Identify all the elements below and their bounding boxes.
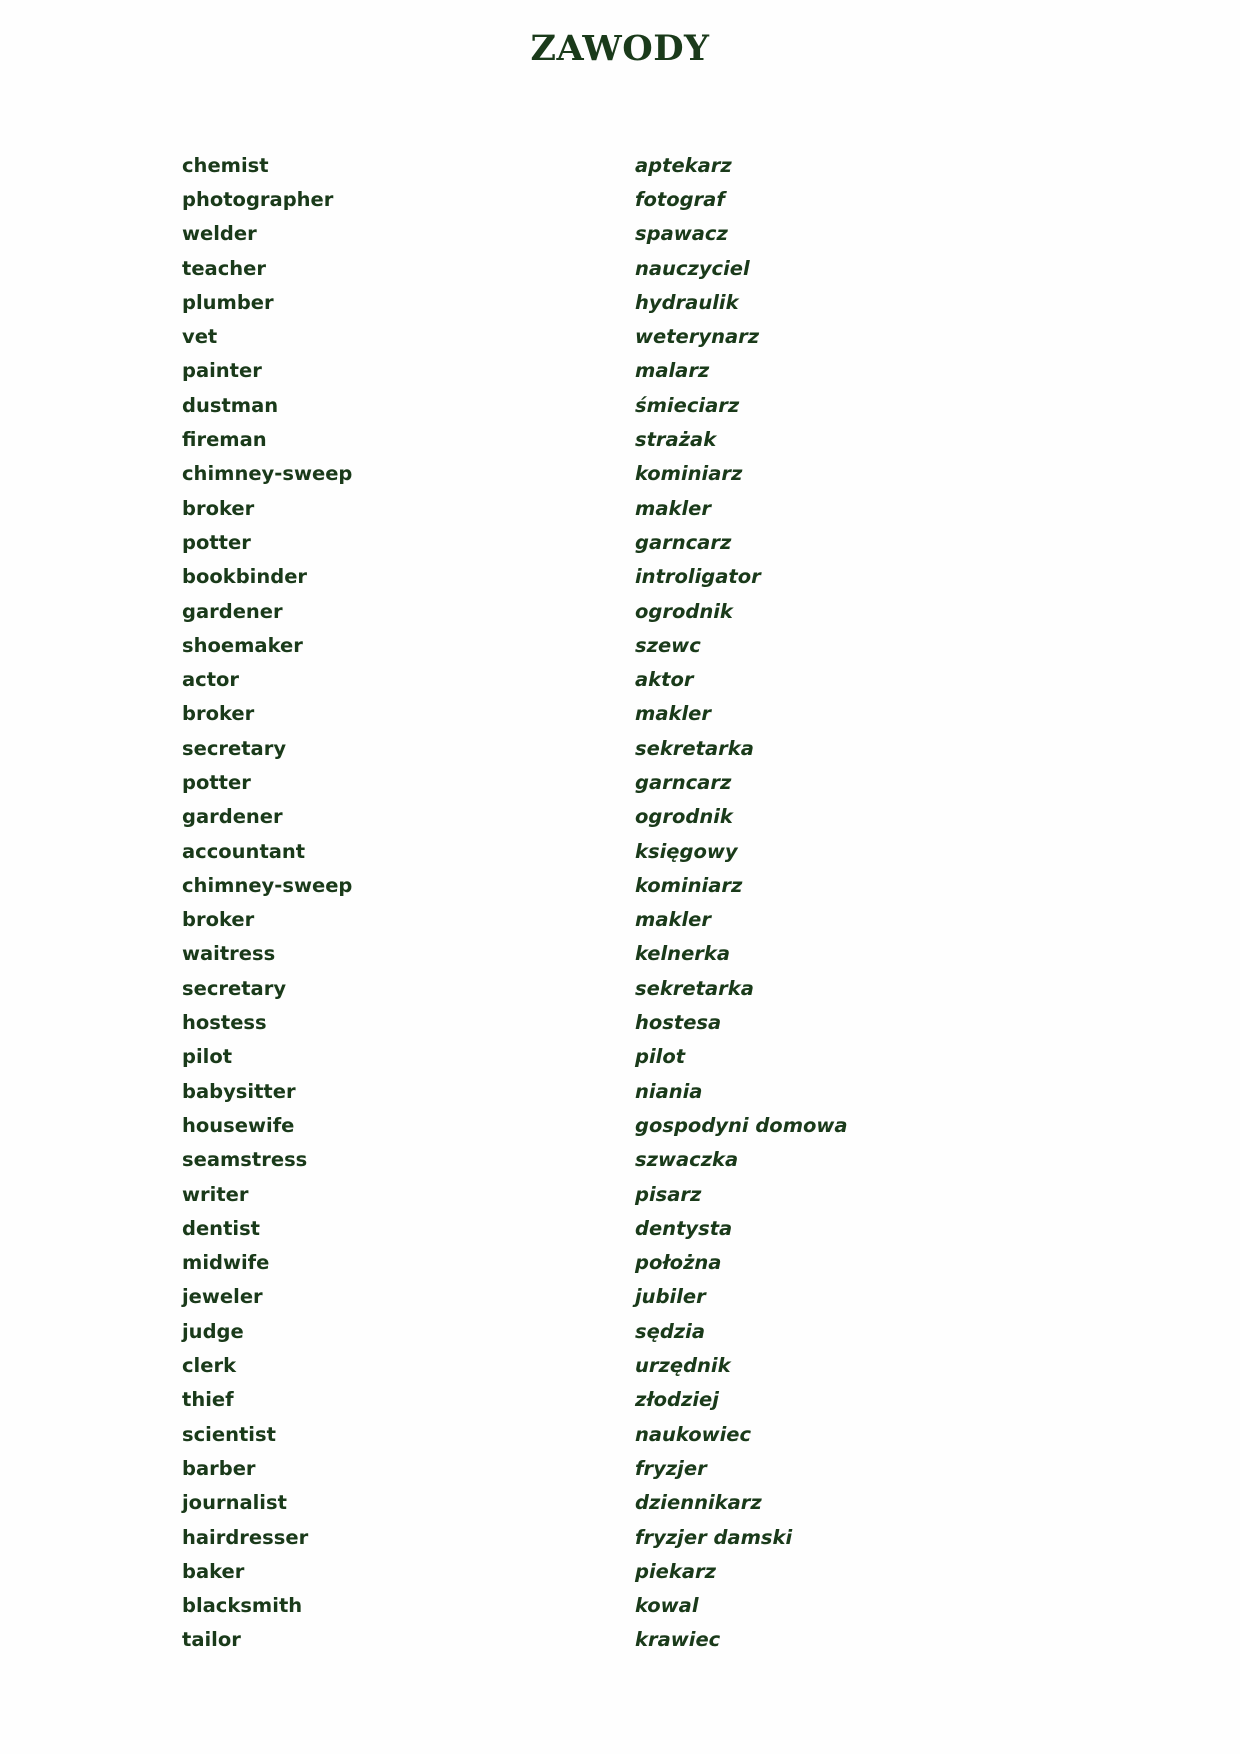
vocabulary-row <box>182 422 982 456</box>
english-term: barber <box>182 1456 256 1480</box>
polish-translation: nauczyciel <box>635 256 750 280</box>
polish-translation: gospodyni domowa <box>635 1113 848 1137</box>
english-term: vet <box>182 325 218 349</box>
vocabulary-row <box>182 182 982 216</box>
polish-translation: aptekarz <box>635 153 732 177</box>
vocabulary-row <box>182 1417 982 1451</box>
polish-translation: sekretarka <box>635 736 754 760</box>
english-term: gardener <box>182 599 283 623</box>
vocabulary-row <box>182 319 982 353</box>
polish-translation: kominiarz <box>635 462 743 486</box>
vocabulary-row <box>182 457 982 491</box>
polish-translation: fryzjer <box>635 1456 707 1480</box>
vocabulary-row <box>182 560 982 594</box>
vocabulary-row <box>182 697 982 731</box>
polish-translation: położna <box>635 1251 722 1275</box>
polish-translation: pilot <box>635 1045 686 1069</box>
english-term: dentist <box>182 1216 260 1240</box>
polish-translation: kowal <box>635 1594 699 1618</box>
polish-translation: sędzia <box>635 1319 705 1343</box>
polish-translation: fotograf <box>635 187 725 211</box>
vocabulary-row <box>182 1143 982 1177</box>
english-term: actor <box>182 668 240 692</box>
english-term: painter <box>182 359 262 383</box>
polish-translation: piekarz <box>635 1559 716 1583</box>
english-term: hostess <box>182 1011 267 1035</box>
polish-translation: złodziej <box>635 1388 719 1412</box>
vocabulary-row <box>182 1554 982 1588</box>
english-term: bookbinder <box>182 565 308 589</box>
english-term: blacksmith <box>182 1594 303 1618</box>
vocabulary-row <box>182 1074 982 1108</box>
polish-translation: szewc <box>635 633 701 657</box>
polish-translation: aktor <box>635 668 694 692</box>
vocabulary-row <box>182 1383 982 1417</box>
english-term: potter <box>182 530 251 554</box>
vocabulary-row <box>182 1451 982 1485</box>
english-term: clerk <box>182 1354 237 1378</box>
polish-translation: garncarz <box>635 770 732 794</box>
english-term: judge <box>182 1319 244 1343</box>
english-term: potter <box>182 770 251 794</box>
vocabulary-row <box>182 903 982 937</box>
english-term: journalist <box>182 1491 287 1515</box>
vocabulary-row <box>182 251 982 285</box>
english-term: chimney-sweep <box>182 873 353 897</box>
polish-translation: kominiarz <box>635 873 743 897</box>
english-term: dustman <box>182 393 279 417</box>
vocabulary-row <box>182 1177 982 1211</box>
english-term: housewife <box>182 1113 295 1137</box>
vocabulary-row <box>182 388 982 422</box>
polish-translation: ogrodnik <box>635 599 733 623</box>
english-term: broker <box>182 908 255 932</box>
english-term: hairdresser <box>182 1525 309 1549</box>
vocabulary-row <box>182 1486 982 1520</box>
polish-translation: makler <box>635 908 711 932</box>
english-term: broker <box>182 702 255 726</box>
vocabulary-row <box>182 937 982 971</box>
vocabulary-row <box>182 491 982 525</box>
vocabulary-row <box>182 1005 982 1039</box>
vocabulary-row <box>182 1246 982 1280</box>
vocabulary-row <box>182 662 982 696</box>
vocabulary-row <box>182 1040 982 1074</box>
vocabulary-row <box>182 628 982 662</box>
vocabulary-row <box>182 1520 982 1554</box>
english-term: shoemaker <box>182 633 303 657</box>
english-term: midwife <box>182 1251 270 1275</box>
vocabulary-row <box>182 834 982 868</box>
english-term: gardener <box>182 805 283 829</box>
vocabulary-row <box>182 525 982 559</box>
english-term: scientist <box>182 1422 276 1446</box>
polish-translation: krawiec <box>635 1628 721 1652</box>
english-term: teacher <box>182 256 266 280</box>
english-term: waitress <box>182 942 276 966</box>
vocabulary-row <box>182 148 982 182</box>
polish-translation: makler <box>635 702 711 726</box>
vocabulary-row <box>182 731 982 765</box>
english-term: writer <box>182 1182 249 1206</box>
polish-translation: dentysta <box>635 1216 733 1240</box>
vocabulary-row <box>182 285 982 319</box>
polish-translation: księgowy <box>635 839 738 863</box>
polish-translation: ogrodnik <box>635 805 733 829</box>
polish-translation: malarz <box>635 359 710 383</box>
english-term: baker <box>182 1559 245 1583</box>
polish-translation: urzędnik <box>635 1354 731 1378</box>
polish-translation: pisarz <box>635 1182 702 1206</box>
vocabulary-row <box>182 217 982 251</box>
english-term: thief <box>182 1388 234 1412</box>
vocabulary-row <box>182 594 982 628</box>
english-term: chemist <box>182 153 269 177</box>
polish-translation: weterynarz <box>635 325 760 349</box>
polish-translation: hydraulik <box>635 290 739 314</box>
vocabulary-row <box>182 1211 982 1245</box>
vocabulary-list <box>182 148 982 1657</box>
vocabulary-row <box>182 1108 982 1142</box>
vocabulary-row <box>182 1623 982 1657</box>
english-term: welder <box>182 222 257 246</box>
polish-translation: sekretarka <box>635 976 754 1000</box>
vocabulary-row <box>182 868 982 902</box>
english-term: broker <box>182 496 255 520</box>
polish-translation: introligator <box>635 565 761 589</box>
english-term: plumber <box>182 290 274 314</box>
vocabulary-row <box>182 1314 982 1348</box>
polish-translation: fryzjer damski <box>635 1525 793 1549</box>
vocabulary-row <box>182 800 982 834</box>
polish-translation: strażak <box>635 428 717 452</box>
polish-translation: naukowiec <box>635 1422 752 1446</box>
vocabulary-row <box>182 1280 982 1314</box>
polish-translation: makler <box>635 496 711 520</box>
polish-translation: kelnerka <box>635 942 731 966</box>
polish-translation: garncarz <box>635 530 732 554</box>
vocabulary-row <box>182 765 982 799</box>
english-term: seamstress <box>182 1148 308 1172</box>
polish-translation: dziennikarz <box>635 1491 762 1515</box>
polish-translation: niania <box>635 1079 703 1103</box>
vocabulary-row <box>182 354 982 388</box>
polish-translation: spawacz <box>635 222 728 246</box>
polish-translation: jubiler <box>635 1285 706 1309</box>
page-title: ZAWODY <box>530 28 710 69</box>
english-term: tailor <box>182 1628 241 1652</box>
polish-translation: hostesa <box>635 1011 722 1035</box>
vocabulary-row <box>182 971 982 1005</box>
english-term: photographer <box>182 187 334 211</box>
english-term: chimney-sweep <box>182 462 353 486</box>
vocabulary-row <box>182 1348 982 1382</box>
english-term: secretary <box>182 736 287 760</box>
english-term: fireman <box>182 428 267 452</box>
polish-translation: śmieciarz <box>635 393 740 417</box>
english-term: pilot <box>182 1045 233 1069</box>
vocabulary-row <box>182 1588 982 1622</box>
english-term: jeweler <box>182 1285 263 1309</box>
polish-translation: szwaczka <box>635 1148 739 1172</box>
english-term: babysitter <box>182 1079 296 1103</box>
english-term: accountant <box>182 839 306 863</box>
english-term: secretary <box>182 976 287 1000</box>
